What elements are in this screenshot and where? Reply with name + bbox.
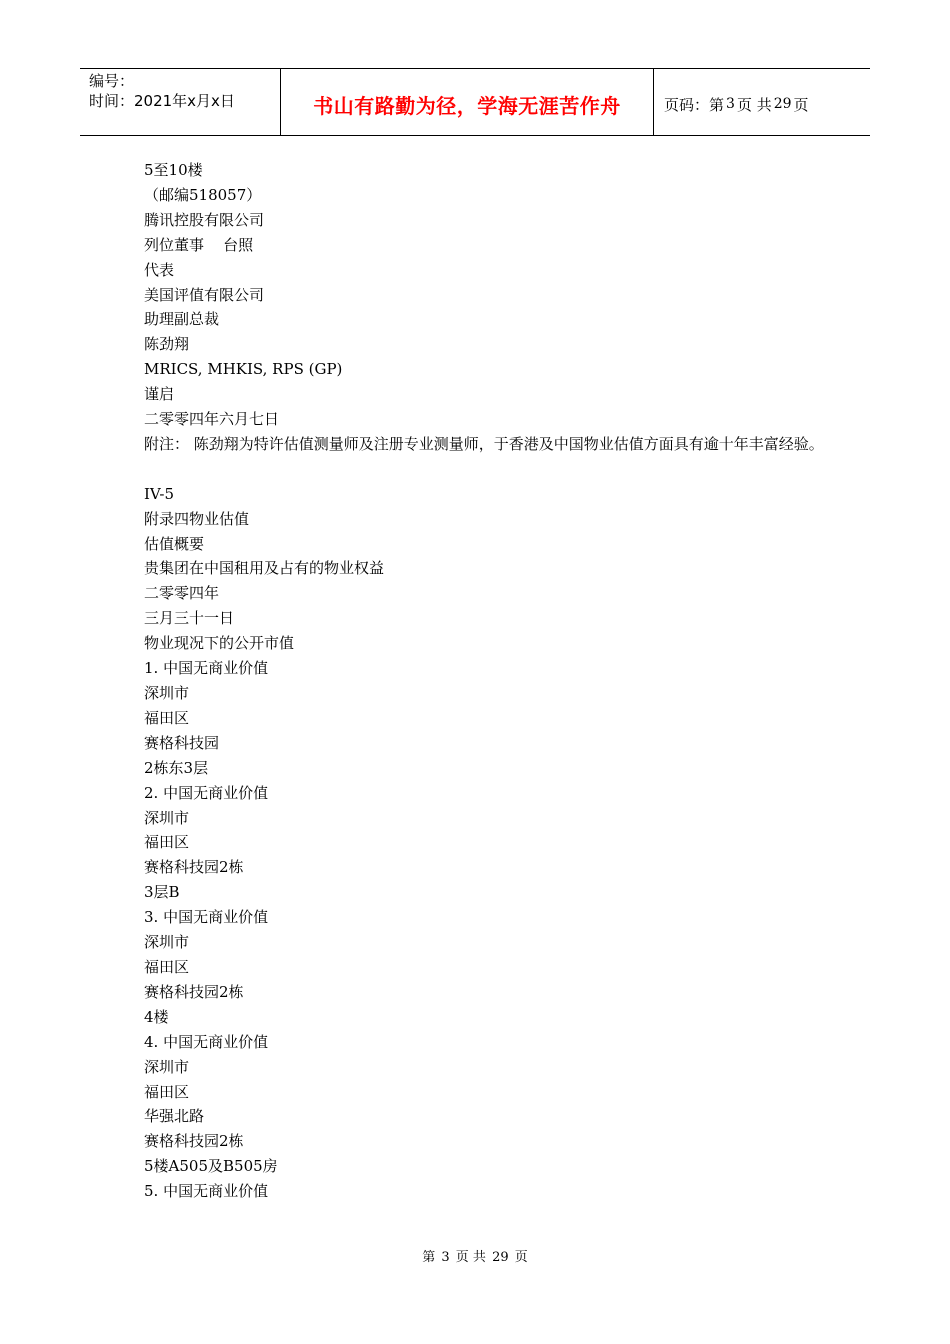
page-footer	[0, 1246, 950, 1265]
body-lines-bottom	[144, 457, 824, 1204]
body-lines-top	[144, 158, 824, 432]
document-number-label: 编号：	[89, 72, 135, 90]
valuer-note: 附注： 陈劲翔为特许估值测量师及注册专业测量师，于香港及中国物业估值方面具有逾十年丰富经验。	[144, 434, 824, 453]
body-line: 3. 中国无商业价值	[144, 908, 269, 927]
header-meta	[80, 69, 281, 135]
body-line: MRICS, MHKIS, RPS (GP)	[144, 360, 343, 379]
footer-mid: 页 共	[455, 1250, 486, 1265]
body-line: 1. 中国无商业价值	[144, 659, 269, 678]
body-line: （邮编518057）	[144, 185, 262, 204]
body-line: 二零零四年六月七日	[144, 410, 280, 429]
header-page-suffix: 页	[793, 95, 809, 114]
body-line: 赛格科技园2栋	[144, 858, 244, 877]
footer-page-current: 3	[441, 1250, 450, 1265]
body-line: 深圳市	[144, 684, 190, 703]
header-motto: 书山有路勤为径，学海无涯苦作舟	[281, 69, 654, 135]
body-line: 深圳市	[144, 1057, 190, 1076]
header-page-prefix: 页码：第	[664, 95, 725, 114]
body-line: 物业现况下的公开市值	[144, 634, 295, 653]
body-line: 谨启	[144, 385, 175, 404]
body-line: 2栋东3层	[144, 758, 209, 777]
footer-prefix: 第	[422, 1250, 436, 1265]
header-page-indicator	[654, 69, 870, 135]
document-body	[144, 158, 824, 1204]
body-line: 深圳市	[144, 933, 190, 952]
body-line: 助理副总裁	[144, 310, 220, 329]
body-line: 二零零四年	[144, 584, 220, 603]
body-line: 代表	[144, 260, 175, 279]
body-line: 附录四物业估值	[144, 509, 250, 528]
body-line: 赛格科技园	[144, 733, 220, 752]
body-line: 2. 中国无商业价值	[144, 783, 269, 802]
body-line: 福田区	[144, 957, 190, 976]
body-line: IV-5	[144, 484, 174, 503]
body-line: 5楼A505及B505房	[144, 1157, 278, 1176]
body-line: 华强北路	[144, 1107, 205, 1126]
body-line: 陈劲翔	[144, 335, 190, 354]
header-page-current: 3	[726, 96, 735, 112]
document-date: 时间：2021年x月x日	[89, 92, 235, 110]
body-line	[144, 457, 824, 482]
header-page-mid: 页 共	[736, 95, 772, 114]
body-line: 福田区	[144, 708, 190, 727]
body-line: 腾讯控股有限公司	[144, 210, 265, 229]
body-line: 美国评值有限公司	[144, 285, 265, 304]
body-line: 4. 中国无商业价值	[144, 1032, 269, 1051]
body-line: 赛格科技园2栋	[144, 982, 244, 1001]
body-line: 深圳市	[144, 808, 190, 827]
footer-suffix: 页	[514, 1250, 528, 1265]
body-line: 4楼	[144, 1007, 169, 1026]
body-line: 贵集团在中国租用及占有的物业权益	[144, 559, 385, 578]
body-line: 5. 中国无商业价值	[144, 1182, 269, 1201]
header-page-total: 29	[773, 96, 792, 112]
page-header	[80, 68, 870, 136]
body-line: 3层B	[144, 883, 180, 902]
body-line: 估值概要	[144, 534, 205, 553]
body-line: 福田区	[144, 833, 190, 852]
body-line: 列位董事 台照	[144, 235, 254, 254]
body-line: 福田区	[144, 1082, 190, 1101]
body-line: 赛格科技园2栋	[144, 1132, 244, 1151]
footer-page-total: 29	[492, 1250, 509, 1265]
body-line: 5至10楼	[144, 161, 203, 179]
body-line: 三月三十一日	[144, 609, 235, 628]
